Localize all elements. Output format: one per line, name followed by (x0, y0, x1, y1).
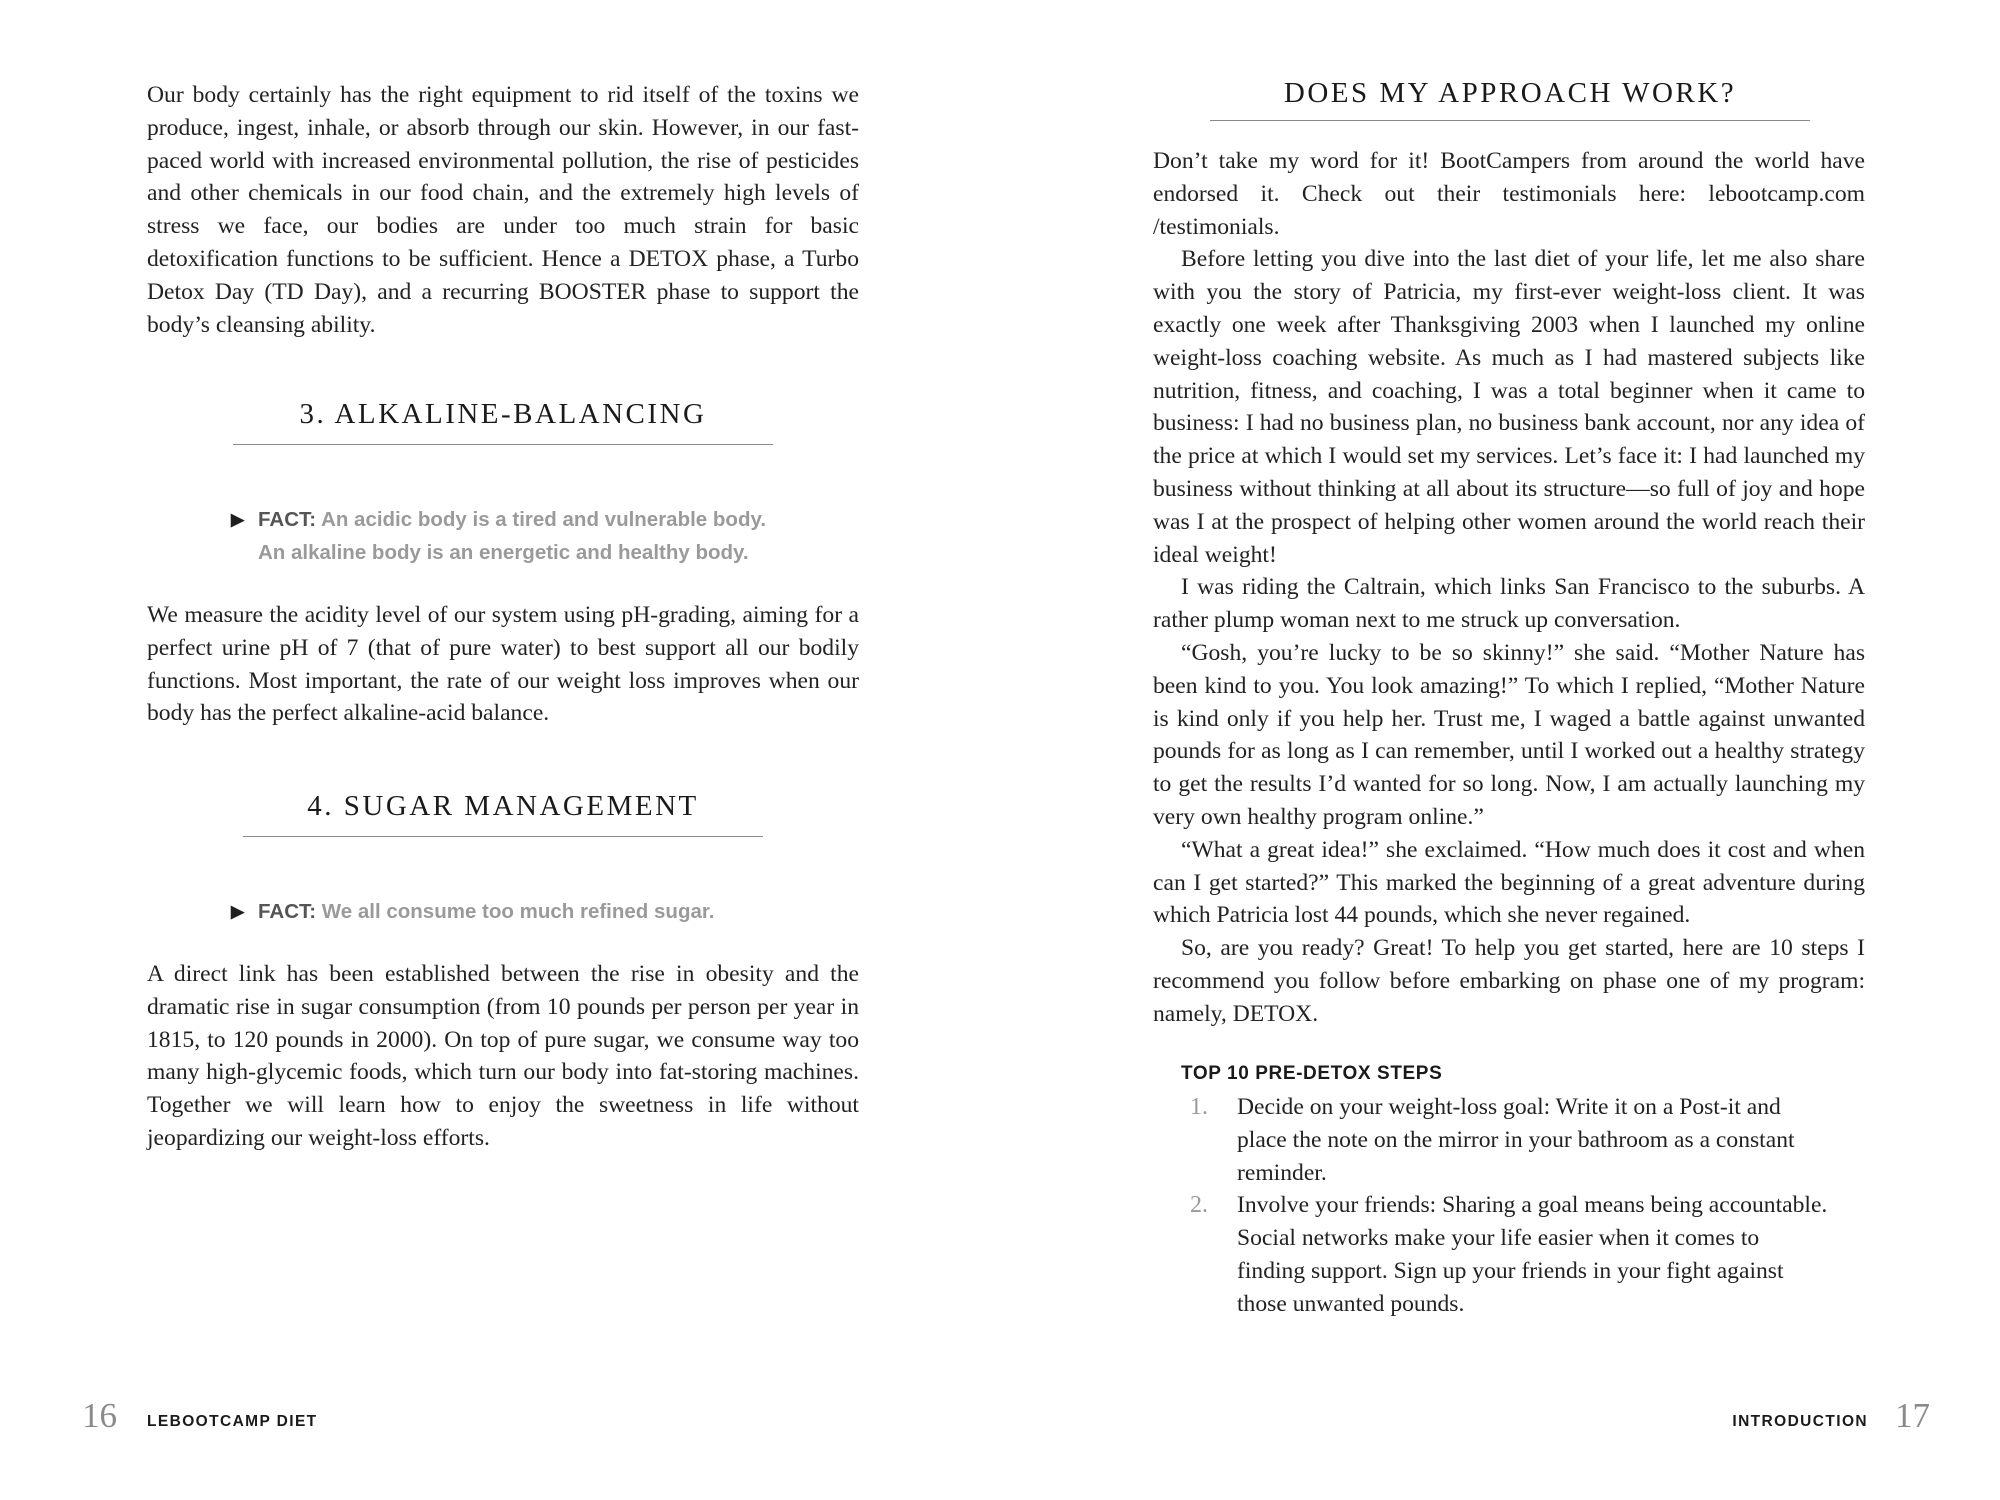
step-text: Involve your friends: Sharing a goal means being accountable. Social networks make your life easier when it comes to finding support. Sign up your friends in your fight against those unwanted pounds. (1237, 1192, 1828, 1317)
section-rule (1210, 120, 1810, 121)
step-number: 2. (1190, 1192, 1208, 1219)
paragraph: Before letting you dive into the last diet of your life, let me also share with you the story of Patricia, my first-ever weight-loss client. It was exactly one week after Thanksgiving 2003 when I launched my online weight-loss coaching website. As much as I had mastered subjects like nutrition, fitness, and coaching, I was a total beginner when it came to business: I had no business plan, no business bank account, nor any idea of the price at which I would set my services. Let’s face it: I had launched my business without thinking at all about its structure—so full of joy and hope was I at the prospect of helping other women around the world reach their ideal weight! (1153, 246, 1865, 568)
list-item (1181, 1091, 1831, 1189)
step-text: Decide on your weight-loss goal: Write it on a Post-it and place the note on the mirror in your bathroom as a constant reminder. (1237, 1094, 1795, 1186)
page-number: 16 (82, 1396, 117, 1435)
paragraph: “What a great idea!” she exclaimed. “How much does it cost and when can I get started?” This marked the beginning of a great adventure during which Patricia lost 44 pounds, which she never regained. (1153, 836, 1865, 929)
fact-label: FACT: (258, 900, 317, 923)
step-number: 1. (1190, 1094, 1208, 1120)
arrow-icon: ▶ (231, 510, 245, 529)
alkaline-paragraph: We measure the acidity level of our system using pH-grading, aiming for a perfect urine pH of 7 (that of pure water) to best support all our bodily functions. Most important, the rate of our weight loss improves when our body has the perfect alkaline-acid balance. (147, 602, 859, 727)
intro-paragraph: Our body certainly has the right equipment to rid itself of the toxins we produce, ingest, inhale, or absorb through our skin. However, in our fast-paced world with increased environmental pollution, the rise of pesticides and other chemicals in our food chain, and the extremely high levels of stress we face, our bodies are under too much strain for basic detoxification functions to be sufficient. Hence a DETOX phase, a Turbo Detox Day (TD Day), and a recurring BOOSTER phase to support the body’s cleansing ability. (147, 82, 859, 338)
paragraph: So, are you ready? Great! To help you get started, here are 10 steps I recommend you follow before embarking on phase one of my program: namely, DETOX. (1153, 935, 1865, 1027)
section-rule (243, 836, 763, 837)
arrow-icon: ▶ (231, 902, 245, 921)
running-head: INTRODUCTION (1732, 1413, 1868, 1430)
steps-list (1181, 1091, 1831, 1321)
approach-body (1153, 145, 1865, 1031)
page-number: 17 (1895, 1396, 1930, 1435)
steps-title: TOP 10 PRE-DETOX STEPS (1181, 1063, 1443, 1084)
section-heading-approach: DOES MY APPROACH WORK? (1283, 77, 1737, 109)
section-rule (233, 444, 773, 445)
fact-label: FACT: (258, 508, 317, 531)
sugar-paragraph: A direct link has been established between the rise in obesity and the dramatic rise in sugar consumption (from 10 pounds per person per year in 1815, to 120 pounds in 2000). On top of pure sugar, we consume way too many high-glycemic foods, which turn our body into fat-storing machines. Together we will learn how to enjoy the sweetness in life without jeopardizing our weight-loss efforts. (147, 961, 859, 1151)
fact-line: We all consume too much refined sugar. (321, 900, 715, 923)
fact-callout-sugar (231, 895, 714, 928)
paragraph: “Gosh, you’re lucky to be so skinny!” she said. “Mother Nature has been kind to you. You look amazing!” To which I replied, “Mother Nature is kind only if you help her. Trust me, I waged a battle against unwanted pounds for as long as I can remember, until I worked out a healthy strategy to get the results I’d wanted for so long. Now, I am actually launching my very own healthy program online.” (1153, 639, 1865, 830)
section-heading-alkaline: 3. ALKALINE-BALANCING (299, 398, 707, 430)
paragraph: Don’t take my word for it! BootCampers from around the world have endorsed it. Check out their testimonials here: lebootcamp.com /testimonials. (1153, 148, 1865, 240)
running-head: LEBOOTCAMP DIET (147, 1413, 318, 1430)
paragraph: I was riding the Caltrain, which links San Francisco to the suburbs. A rather plump woman next to me struck up conversation. (1153, 574, 1865, 634)
fact-line: An alkaline body is an energetic and healthy body. (258, 541, 749, 564)
section-heading-sugar: 4. SUGAR MANAGEMENT (307, 790, 699, 822)
list-item (1181, 1189, 1831, 1320)
right-page (1000, 0, 2000, 1500)
fact-callout-alkaline (231, 503, 766, 569)
fact-line: An acidic body is a tired and vulnerable body. (321, 508, 767, 531)
